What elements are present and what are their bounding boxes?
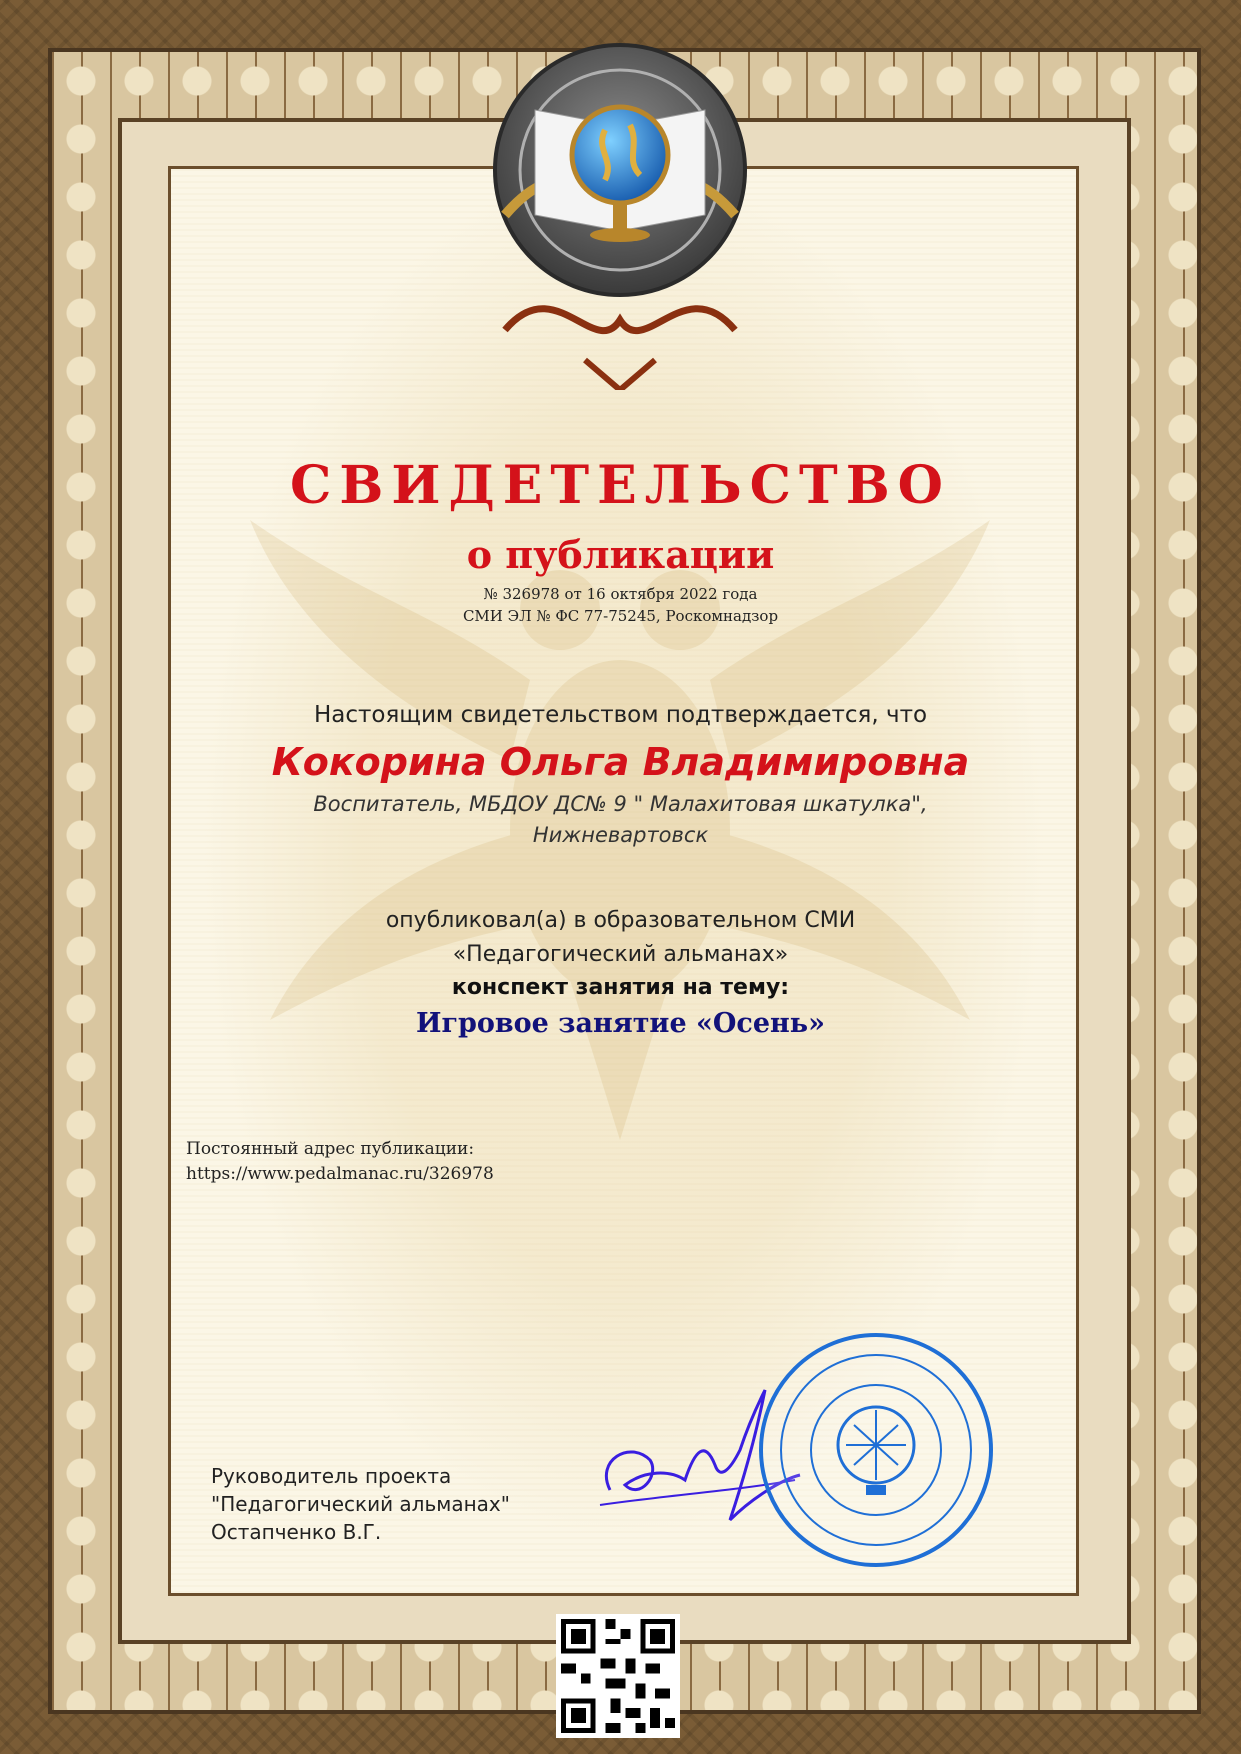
address-label: Постоянный адрес публикации: [186, 1139, 475, 1159]
certificate-title: СВИДЕТЕЛЬСТВО [290, 455, 951, 516]
smi-registration: СМИ ЭЛ № ФС 77-75245, Роскомнадзор [462, 607, 779, 625]
topic-label: конспект занятия на тему: [451, 975, 790, 1000]
person-position: Воспитатель, МБДОУ ДС№ 9 " Малахитовая шкатулка", [313, 792, 928, 816]
topic-title: Игровое занятие «Осень» [415, 1008, 826, 1039]
signatory-line1: Руководитель проекта [211, 1464, 452, 1488]
publisher-stamp-icon [756, 1330, 996, 1570]
certificate-number: № 326978 от 16 октября 2022 года [483, 585, 758, 603]
journal-name: «Педагогический альманах» [452, 942, 789, 967]
signatory-name: Остапченко В.Г. [211, 1520, 382, 1544]
address-url[interactable]: https://www.pedalmanac.ru/326978 [186, 1164, 494, 1184]
certificate-subtitle: о публикации [466, 532, 775, 577]
signatory-line2: "Педагогический альманах" [211, 1492, 510, 1516]
person-name: Кокорина Ольга Владимировна [271, 740, 970, 784]
published-text: опубликовал(а) в образовательном СМИ [385, 908, 856, 933]
person-city: Нижневартовск [532, 823, 709, 847]
confirm-text: Настоящим свидетельством подтверждается, что [313, 702, 928, 728]
qr-code-icon [556, 1614, 680, 1738]
